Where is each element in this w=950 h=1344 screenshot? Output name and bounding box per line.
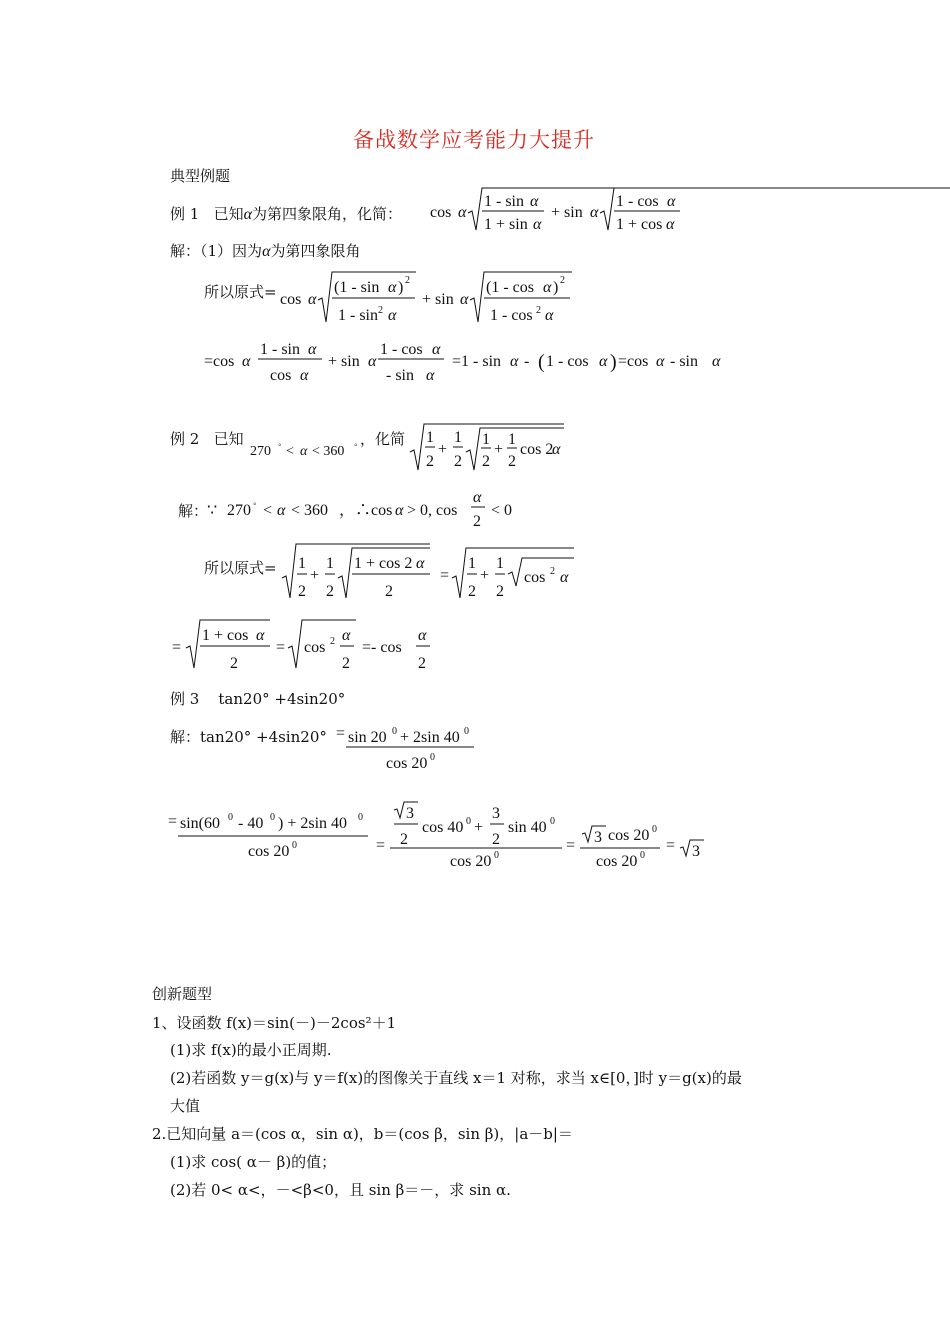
svg-text:3: 3: [594, 829, 602, 846]
svg-text:2: 2: [482, 453, 490, 470]
svg-text:2: 2: [400, 831, 408, 848]
svg-text:1 + cos 2: 1 + cos 2: [354, 555, 413, 572]
svg-text:): ): [553, 279, 559, 296]
svg-text:，∴cos: ，∴cos: [339, 502, 393, 519]
svg-text:2: 2: [508, 453, 516, 470]
svg-text:1: 1: [298, 555, 306, 572]
svg-text:2: 2: [230, 655, 238, 672]
svg-text:1: 1: [454, 429, 462, 446]
svg-text:cos 20: cos 20: [450, 853, 492, 870]
svg-text:α: α: [590, 204, 599, 221]
svg-text:α: α: [667, 193, 676, 210]
svg-text:=cos: =cos: [204, 353, 235, 370]
svg-text:- 40: - 40: [238, 815, 264, 832]
svg-text:< 360: < 360: [291, 502, 329, 519]
svg-text:0: 0: [358, 812, 363, 823]
svg-text:+ sin: + sin: [551, 204, 583, 221]
svg-text:α: α: [256, 627, 265, 644]
svg-text:2: 2: [378, 305, 383, 316]
svg-text:+: +: [438, 441, 448, 458]
svg-text:=: =: [172, 639, 182, 656]
svg-text:α: α: [545, 307, 554, 324]
svg-text:α: α: [552, 441, 561, 458]
svg-text:◦: ◦: [354, 440, 358, 451]
svg-text:=: =: [336, 725, 346, 742]
svg-text:- sin: - sin: [670, 353, 698, 370]
example-2-solution-label: 解：: [178, 502, 209, 520]
svg-text:(1 - cos: (1 - cos: [486, 279, 534, 296]
svg-text:+: +: [474, 819, 484, 836]
svg-text:2: 2: [418, 655, 426, 672]
svg-text:0: 0: [466, 816, 471, 827]
svg-text:0: 0: [430, 752, 435, 763]
svg-text:< 0: < 0: [491, 502, 513, 519]
svg-text:1 - cos: 1 - cos: [380, 341, 423, 358]
svg-text:α: α: [560, 569, 569, 586]
example-2-solution-condition: [205, 488, 525, 532]
svg-text:- sin: - sin: [386, 367, 414, 384]
svg-text:α: α: [533, 216, 542, 233]
svg-text:3: 3: [692, 843, 700, 860]
svg-text:0: 0: [550, 816, 555, 827]
svg-text:2: 2: [326, 583, 334, 600]
svg-text:=1 - sin: =1 - sin: [452, 353, 502, 370]
svg-text:+ sin: + sin: [328, 353, 360, 370]
example-3-solution-label: 解：tan20° +4sin20°: [170, 728, 327, 746]
svg-text:1: 1: [426, 429, 434, 446]
svg-text:α: α: [432, 341, 441, 358]
svg-text:3: 3: [406, 805, 414, 822]
svg-text:2: 2: [426, 453, 434, 470]
svg-text:α: α: [242, 353, 251, 370]
question-1-part-1: (1)求 f(x)的最小正周期.: [170, 1041, 332, 1059]
example-2-original-label: 所以原式=: [204, 559, 277, 577]
svg-text:(: (: [538, 351, 545, 373]
svg-text:0: 0: [292, 840, 297, 851]
svg-text:α: α: [473, 489, 482, 506]
svg-text:cos 2: cos 2: [520, 441, 554, 458]
question-1-part-2: (2)若函数 y＝g(x)与 y＝f(x)的图像关于直线 x＝1 对称，求当 x∈[0，]时 y＝g(x)的最: [170, 1069, 742, 1087]
svg-text:(1 - sin: (1 - sin: [334, 279, 380, 296]
example-2-label: 例 2 已知: [170, 430, 244, 448]
svg-text:2: 2: [298, 583, 306, 600]
example-1-original-label: 所以原式=: [204, 283, 277, 301]
question-2-part-1: (1)求 cos( α－ β)的值；: [170, 1153, 337, 1171]
example-3-label: 例 3 tan20° +4sin20°: [170, 690, 346, 708]
svg-text:=- cos: =- cos: [362, 639, 402, 656]
svg-text:1: 1: [482, 431, 490, 448]
svg-text:α: α: [510, 353, 519, 370]
svg-text:1 - cos: 1 - cos: [616, 193, 659, 210]
svg-text:cos 20: cos 20: [596, 853, 638, 870]
svg-text:sin(60: sin(60: [180, 815, 220, 832]
svg-text:cos 20: cos 20: [386, 755, 428, 772]
svg-text:sin 20: sin 20: [348, 729, 387, 746]
svg-text:<: <: [263, 502, 273, 519]
svg-text:cos 20: cos 20: [248, 843, 290, 860]
svg-text:cos: cos: [304, 639, 326, 656]
page-title: 备战数学应考能力大提升: [353, 128, 595, 152]
question-2-part-2: (2)若 0< α<，－<β<0，且 sin β＝－，求 sin α.: [170, 1181, 511, 1199]
svg-text:α: α: [666, 216, 675, 233]
example-3-step-2: [168, 796, 728, 872]
svg-text:2: 2: [330, 636, 335, 647]
section-heading-innovation: 创新题型: [152, 985, 213, 1003]
svg-text:=: =: [666, 837, 676, 854]
svg-text:α: α: [300, 367, 309, 384]
svg-text:<: <: [286, 444, 294, 459]
svg-text:cos: cos: [280, 291, 302, 308]
example-2-step-2: [172, 616, 442, 672]
svg-text:2: 2: [405, 275, 410, 286]
svg-text:0: 0: [464, 726, 469, 737]
svg-text:α: α: [530, 193, 539, 210]
svg-text:cos: cos: [270, 367, 292, 384]
question-2-stem: 2.已知向量 a＝(cos α，sin α)，b＝(cos β，sin β)，|a－b|＝: [152, 1125, 573, 1143]
svg-text:2: 2: [454, 453, 462, 470]
svg-text:◦: ◦: [278, 440, 282, 451]
svg-text:∵: ∵: [207, 502, 218, 519]
example-1-label: 例 1 已知α为第四象限角，化简：: [170, 205, 403, 223]
svg-text:+: +: [494, 441, 504, 458]
svg-text:α: α: [418, 627, 427, 644]
svg-text:α: α: [308, 291, 317, 308]
svg-text:2: 2: [385, 583, 393, 600]
section-heading-examples: 典型例题: [170, 167, 231, 185]
svg-text:2: 2: [560, 275, 565, 286]
svg-text:270: 270: [227, 502, 251, 519]
example-2-expression: [408, 420, 568, 474]
svg-text:=cos: =cos: [618, 353, 649, 370]
svg-text:α: α: [388, 279, 397, 296]
svg-text:cos 20: cos 20: [608, 827, 650, 844]
svg-text:α: α: [342, 627, 351, 644]
svg-text:α: α: [300, 444, 308, 459]
svg-text:1 + cos: 1 + cos: [616, 216, 663, 233]
svg-text:2: 2: [342, 655, 350, 672]
svg-text:0: 0: [494, 850, 499, 861]
svg-text:α: α: [458, 204, 467, 221]
svg-text:◦: ◦: [253, 499, 257, 510]
svg-text:1 - sin: 1 - sin: [338, 307, 378, 324]
example-3-step-1: [336, 720, 486, 776]
svg-text:α: α: [277, 502, 286, 519]
example-1-expression: [430, 186, 690, 236]
example-1-step-2: [204, 336, 744, 386]
svg-text:cos 40: cos 40: [422, 819, 464, 836]
svg-text:-: -: [524, 353, 530, 370]
svg-text:1: 1: [496, 555, 504, 572]
svg-text:α: α: [656, 353, 665, 370]
svg-text:+ sin: + sin: [422, 291, 454, 308]
svg-text:=: =: [376, 837, 386, 854]
svg-text:270: 270: [250, 444, 271, 459]
example-2-condition: [250, 436, 360, 462]
svg-text:0: 0: [228, 812, 233, 823]
svg-text:1: 1: [326, 555, 334, 572]
svg-text:α: α: [368, 353, 377, 370]
svg-text:1 + cos: 1 + cos: [202, 627, 249, 644]
svg-text:0: 0: [640, 850, 645, 861]
svg-text:cos: cos: [430, 204, 452, 221]
svg-text:=: =: [168, 813, 178, 830]
svg-text:0: 0: [270, 812, 275, 823]
svg-text:+: +: [310, 567, 320, 584]
svg-text:=: =: [276, 639, 286, 656]
svg-text:): ): [398, 279, 404, 296]
svg-text:+: +: [480, 567, 490, 584]
svg-text:α: α: [460, 291, 469, 308]
svg-text:α: α: [416, 555, 425, 572]
question-1-part-2-continued: 大值: [170, 1097, 201, 1115]
svg-text:α: α: [712, 353, 721, 370]
question-1-stem: 1、设函数 f(x)＝sin(－)－2cos²＋1: [152, 1014, 397, 1032]
svg-text:sin 40: sin 40: [508, 819, 547, 836]
example-1-step-1: [280, 270, 580, 328]
svg-text:): ): [610, 351, 617, 373]
svg-text:=: =: [440, 567, 450, 584]
svg-text:2: 2: [550, 566, 555, 577]
example-2-simplify-text: ，化简: [360, 430, 406, 448]
svg-text:2: 2: [468, 583, 476, 600]
svg-text:> 0, cos: > 0, cos: [407, 502, 458, 519]
svg-text:1 - sin: 1 - sin: [484, 193, 524, 210]
svg-text:1: 1: [508, 431, 516, 448]
example-1-solution-intro: 解：（1）因为α为第四象限角: [170, 242, 361, 260]
svg-text:2: 2: [536, 305, 541, 316]
svg-text:α: α: [388, 307, 397, 324]
svg-text:1 - sin: 1 - sin: [260, 341, 300, 358]
svg-text:α: α: [308, 341, 317, 358]
svg-text:1 - cos: 1 - cos: [546, 353, 589, 370]
svg-text:1: 1: [468, 555, 476, 572]
svg-text:1 - cos: 1 - cos: [490, 307, 533, 324]
svg-text:=: =: [566, 837, 576, 854]
svg-text:2: 2: [492, 831, 500, 848]
svg-text:1 + sin: 1 + sin: [484, 216, 528, 233]
svg-text:α: α: [599, 353, 608, 370]
svg-text:α: α: [426, 367, 435, 384]
svg-text:3: 3: [492, 805, 500, 822]
svg-text:α: α: [395, 502, 404, 519]
svg-text:α: α: [543, 279, 552, 296]
example-2-step-1: [280, 540, 580, 602]
svg-text:2: 2: [473, 513, 481, 530]
svg-text:+ 2sin 40: + 2sin 40: [400, 729, 460, 746]
svg-text:) + 2sin 40: ) + 2sin 40: [278, 815, 348, 832]
svg-text:2: 2: [496, 583, 504, 600]
svg-text:cos: cos: [524, 569, 546, 586]
svg-text:0: 0: [392, 726, 397, 737]
svg-text:< 360: < 360: [312, 444, 345, 459]
svg-text:0: 0: [652, 824, 657, 835]
